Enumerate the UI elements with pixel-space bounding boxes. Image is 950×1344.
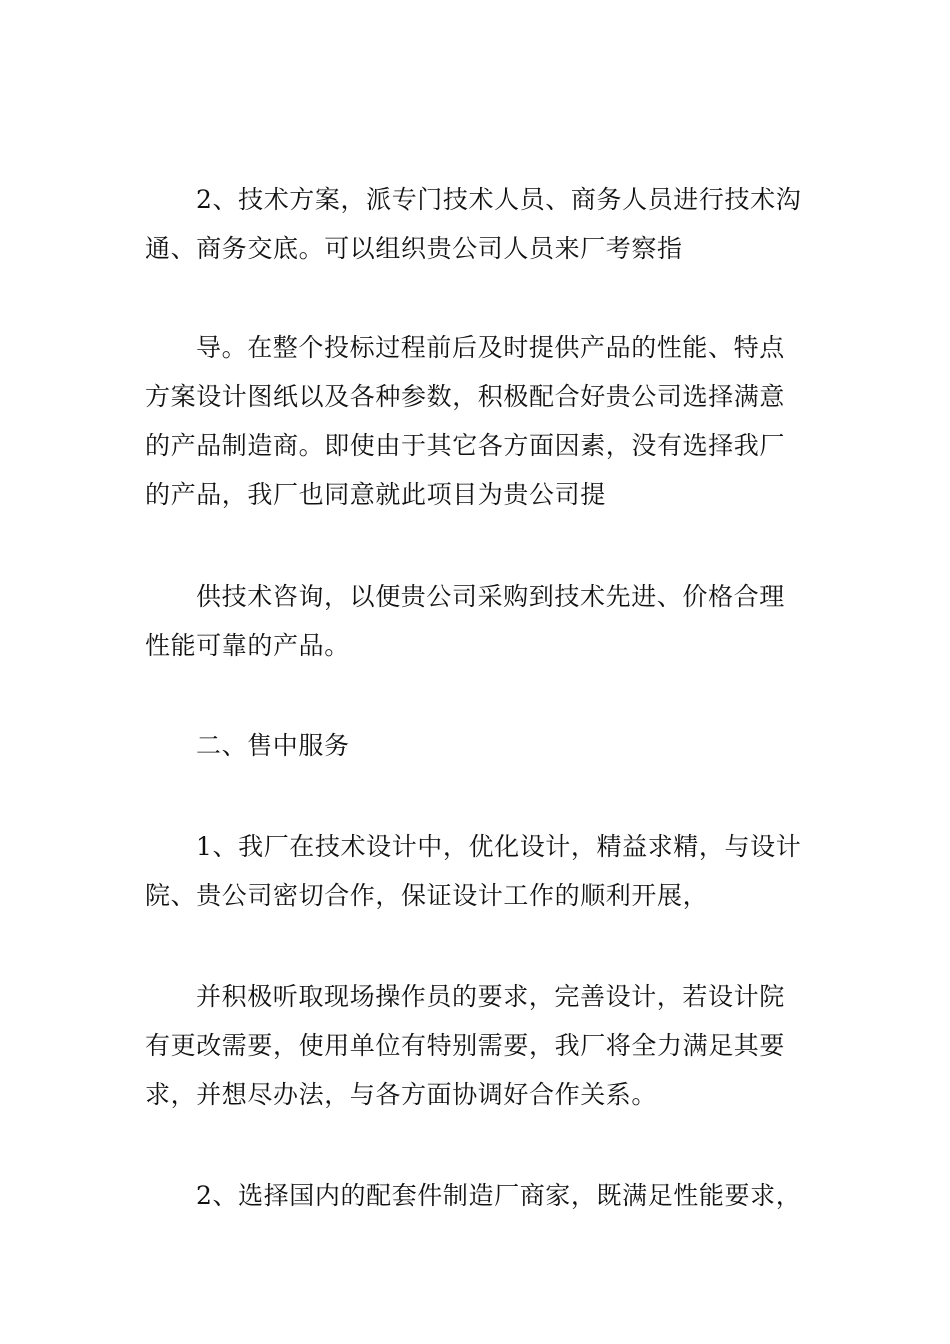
text-line: 导。在整个投标过程前后及时提供产品的性能、特点 [196, 333, 785, 362]
text-line: 2、选择国内的配套件制造厂商家，既满足性能要求， [196, 1181, 802, 1210]
paragraph-consulting [145, 572, 810, 670]
text-line: 有更改需要，使用单位有特别需要，我厂将全力满足其要 [145, 1031, 786, 1060]
text-line: 求，并想尽办法，与各方面协调好合作关系。 [145, 1080, 658, 1109]
text-line: 方案设计图纸以及各种参数，积极配合好贵公司选择满意 [145, 382, 786, 411]
text-line: 并积极听取现场操作员的要求，完善设计，若设计院 [196, 982, 785, 1011]
text-line: 性能可靠的产品。 [145, 631, 350, 660]
paragraph-design-optimization [145, 822, 810, 920]
section-heading-in-sale-service [145, 721, 810, 770]
text-line: 2、技术方案，派专门技术人员、商务人员进行技术沟 [196, 185, 802, 214]
paragraph-technical-plan [145, 175, 810, 273]
text-line: 的产品，我厂也同意就此项目为贵公司提 [145, 480, 606, 509]
section-heading: 二、售中服务 [196, 731, 350, 760]
paragraph-operator-requirements [145, 972, 810, 1119]
text-line: 院、贵公司密切合作，保证设计工作的顺利开展， [145, 881, 709, 910]
paragraph-guidance [145, 323, 810, 519]
paragraph-suppliers [145, 1171, 810, 1220]
text-line: 的产品制造商。即使由于其它各方面因素，没有选择我厂 [145, 431, 786, 460]
text-line: 供技术咨询，以便贵公司采购到技术先进、价格合理 [196, 582, 785, 611]
text-line: 1、我厂在技术设计中，优化设计，精益求精，与设计 [196, 832, 802, 861]
text-line: 通、商务交底。可以组织贵公司人员来厂考察指 [145, 234, 683, 263]
